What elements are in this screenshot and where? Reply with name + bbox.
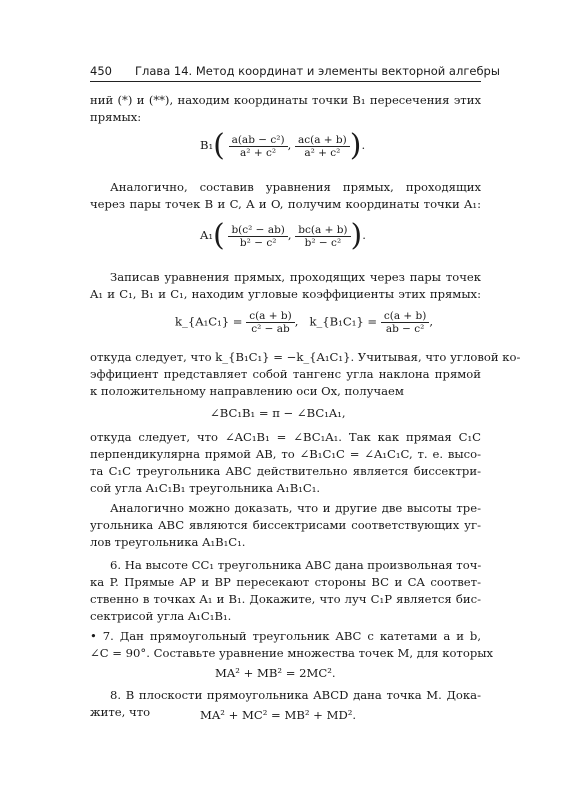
fraction: $\frac{\text{a(ab − c²)}}{\text{a² + c²}}$ — [229, 134, 288, 159]
fraction: $\frac{c(a + b)}{\text{c² − ab}}$ — [246, 310, 295, 335]
equation-ma-mb: MA² + MB² = 2MC². — [215, 666, 336, 680]
text-line: ка P. Прямые AP и BP пересекают стороны BC и CA соответ- — [90, 575, 481, 589]
chapter-title: Глава 14. Метод координат и элементы векторной алгебры — [135, 64, 500, 78]
equation-angle: ∠BC₁B₁ = π − ∠BC₁A₁, — [210, 406, 346, 420]
problem-8-line: 8. В плоскости прямоугольника ABCD дана точка M. Дока- — [110, 688, 481, 702]
text-line: та C₁C треугольника ABC действительно является биссектри- — [90, 464, 481, 478]
slope-label-b1c1: k_{B₁C₁} = — [309, 314, 378, 329]
slope-label-a1c1: k_{A₁C₁} = — [175, 314, 243, 329]
text-line: ственно в точках A₁ и B₁. Докажите, что луч C₁P является бис- — [90, 592, 481, 606]
text-line: лов треугольника A₁B₁C₁. — [90, 535, 246, 549]
text-line: перпендикулярна прямой AB, то ∠B₁C₁C = ∠A₁C₁C, т. е. высо- — [90, 447, 481, 461]
text-line: откуда следует, что k_{B₁C₁} = −k_{A₁C₁}. Учитывая, что угловой ко- — [90, 350, 521, 364]
equation-a1: A₁( $\frac{\text{b(c² − ab)}}{\text{b² − c²}}$ , $\frac{bc(a + b)}{\text{b² − c²}}$ ). — [200, 218, 366, 253]
text-line: Аналогично можно доказать, что и другие две высоты тре- — [110, 501, 481, 515]
text-line: откуда следует, что ∠AC₁B₁ = ∠BC₁A₁. Так как прямая C₁C — [90, 430, 481, 444]
equation-slopes: k_{A₁C₁} = $\frac{c(a + b)}{\text{c² − ab}}$ , k_{B₁C₁} = $\frac{c(a + b)}{\text{ab − c²}}$ , — [175, 310, 434, 335]
fraction: $\frac{c(a + b)}{\text{ab − c²}}$ — [381, 310, 430, 335]
text-line: Аналогично, составив уравнения прямых, проходящих — [110, 180, 481, 194]
text-line: A₁ и C₁, B₁ и C₁, находим угловые коэффициенты этих прямых: — [90, 287, 481, 301]
equation-b1: B₁( $\frac{\text{a(ab − c²)}}{\text{a² + c²}}$ , $\frac{ac(a + b)}{\text{a² + c²}}$ ). — [200, 128, 366, 163]
text-line: к положительному направлению оси Ox, получаем — [90, 384, 404, 398]
page-number: 450 — [90, 64, 112, 78]
fraction: $\frac{bc(a + b)}{\text{b² − c²}}$ — [295, 224, 350, 249]
fraction: $\frac{\text{b(c² − ab)}}{\text{b² − c²}}$ — [228, 224, 287, 249]
text-line: через пары точек B и C, A и O, получим координаты точки A₁: — [90, 197, 481, 211]
text-line: ний (*) и (**), находим координаты точки B₁ пересечения этих — [90, 93, 481, 107]
text-line: сектрисой угла A₁C₁B₁. — [90, 609, 232, 623]
text-line: сой угла A₁C₁B₁ треугольника A₁B₁C₁. — [90, 481, 321, 495]
problem-6-line: 6. На высоте CC₁ треугольника ABC дана произвольная точ- — [110, 558, 482, 572]
text-line: ∠C = 90°. Составьте уравнение множества точек M, для которых — [90, 646, 494, 660]
running-header — [90, 62, 500, 82]
eq-label: B₁ — [200, 138, 214, 152]
text-line: жите, что — [90, 705, 151, 719]
text-line: эффициент представляет собой тангенс угла наклона прямой — [90, 367, 481, 381]
header-rule — [90, 81, 481, 82]
eq-label: A₁ — [200, 228, 214, 242]
fraction: $\frac{ac(a + b)}{\text{a² + c²}}$ — [295, 134, 350, 159]
text-line: угольника ABC являются биссектрисами соответствующих уг- — [90, 518, 481, 532]
text-line: прямых: — [90, 110, 142, 124]
equation-ma-mc: MA² + MC² = MB² + MD². — [200, 708, 357, 722]
text-line: Записав уравнения прямых, проходящих через пары точек — [110, 270, 481, 284]
problem-7-line: • 7. Дан прямоугольный треугольник ABC с катетами a и b, — [90, 629, 481, 643]
